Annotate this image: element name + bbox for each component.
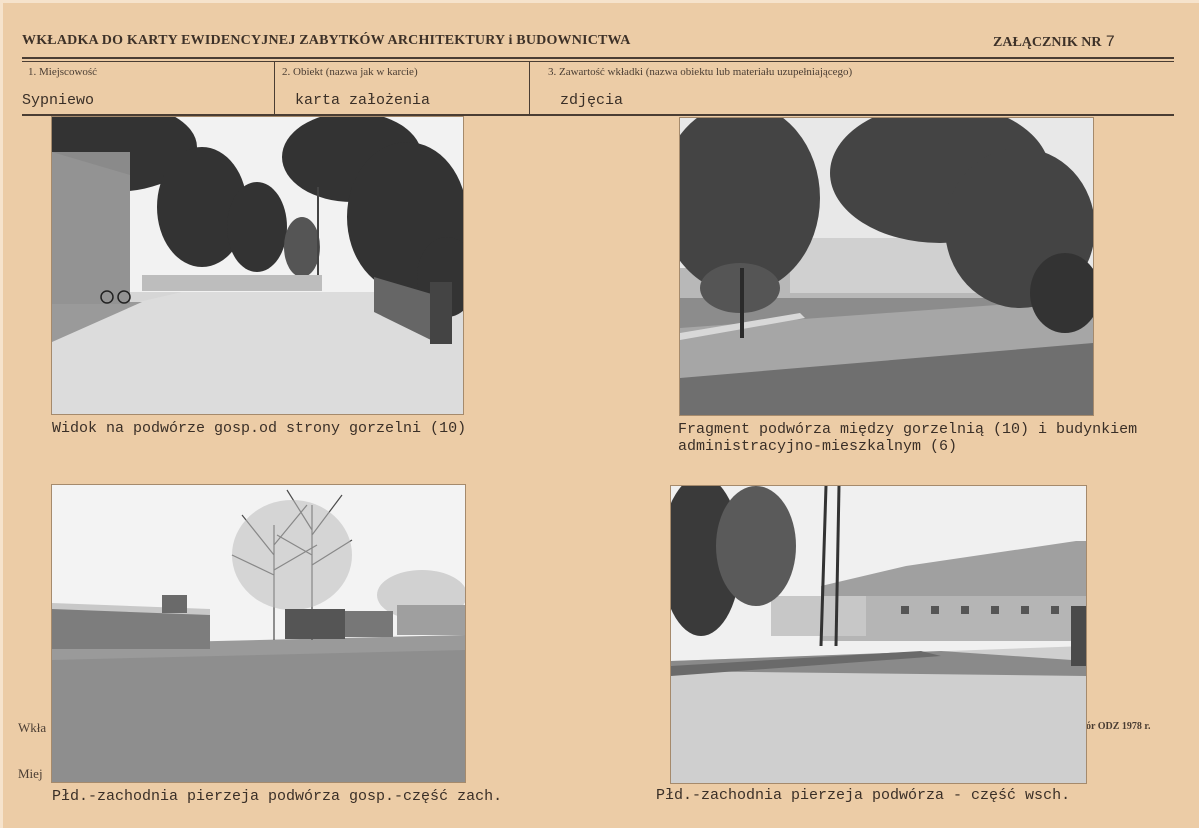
underlying-sheet-text-bottom: Miej [18,766,43,781]
caption-photo-2-line-1: Fragment podwórza między gorzelnią (10) i budynkiem [678,421,1138,438]
field-divider-2 [529,62,530,114]
photo-southwest-frontage-west [52,485,465,782]
photo-courtyard-fragment [680,118,1093,415]
annex-label: ZAŁĄCZNIK NR [993,35,1102,50]
annex-number [993,33,1115,51]
field-value-locality: Sypniewo [22,92,95,109]
caption-photo-4: Płd.-zachodnia pierzeja podwórza - część wsch. [656,787,1071,804]
caption-photo-1: Widok na podwórze gosp.od strony gorzelni (10) [52,420,467,437]
field-label-locality: 1. Miejscowość [28,66,98,78]
underlying-sheet-text-top: Wkła [18,720,47,735]
caption-photo-2-line-2: administracyjno-mieszkalnym (6) [678,438,958,455]
field-value-object: karta założenia [295,92,431,109]
field-value-contents: zdjęcia [560,92,624,109]
field-label-contents: 3. Zawartość wkładki (nazwa obiektu lub materiału uzupełniającego) [548,66,853,78]
header-rule-thin [22,61,1174,62]
header-rule [22,57,1174,59]
photo-courtyard-from-distillery [52,117,463,414]
field-label-object: 2. Obiekt (nazwa jak w karcie) [282,66,418,78]
form-title: WKŁADKA DO KARTY EWIDENCYJNEJ ZABYTKÓW ARCHITEKTURY i BUDOWNICTWA [22,33,631,48]
caption-photo-3: Płd.-zachodnia pierzeja podwórza gosp.-część zach. [52,788,503,805]
underlying-sheet-author-date: ór ODZ 1978 r. [1086,721,1151,732]
photo-southwest-frontage-east [671,486,1086,783]
fields-bottom-rule [22,114,1174,116]
field-divider-1 [274,62,275,114]
annex-number-value: 7 [1105,33,1116,51]
